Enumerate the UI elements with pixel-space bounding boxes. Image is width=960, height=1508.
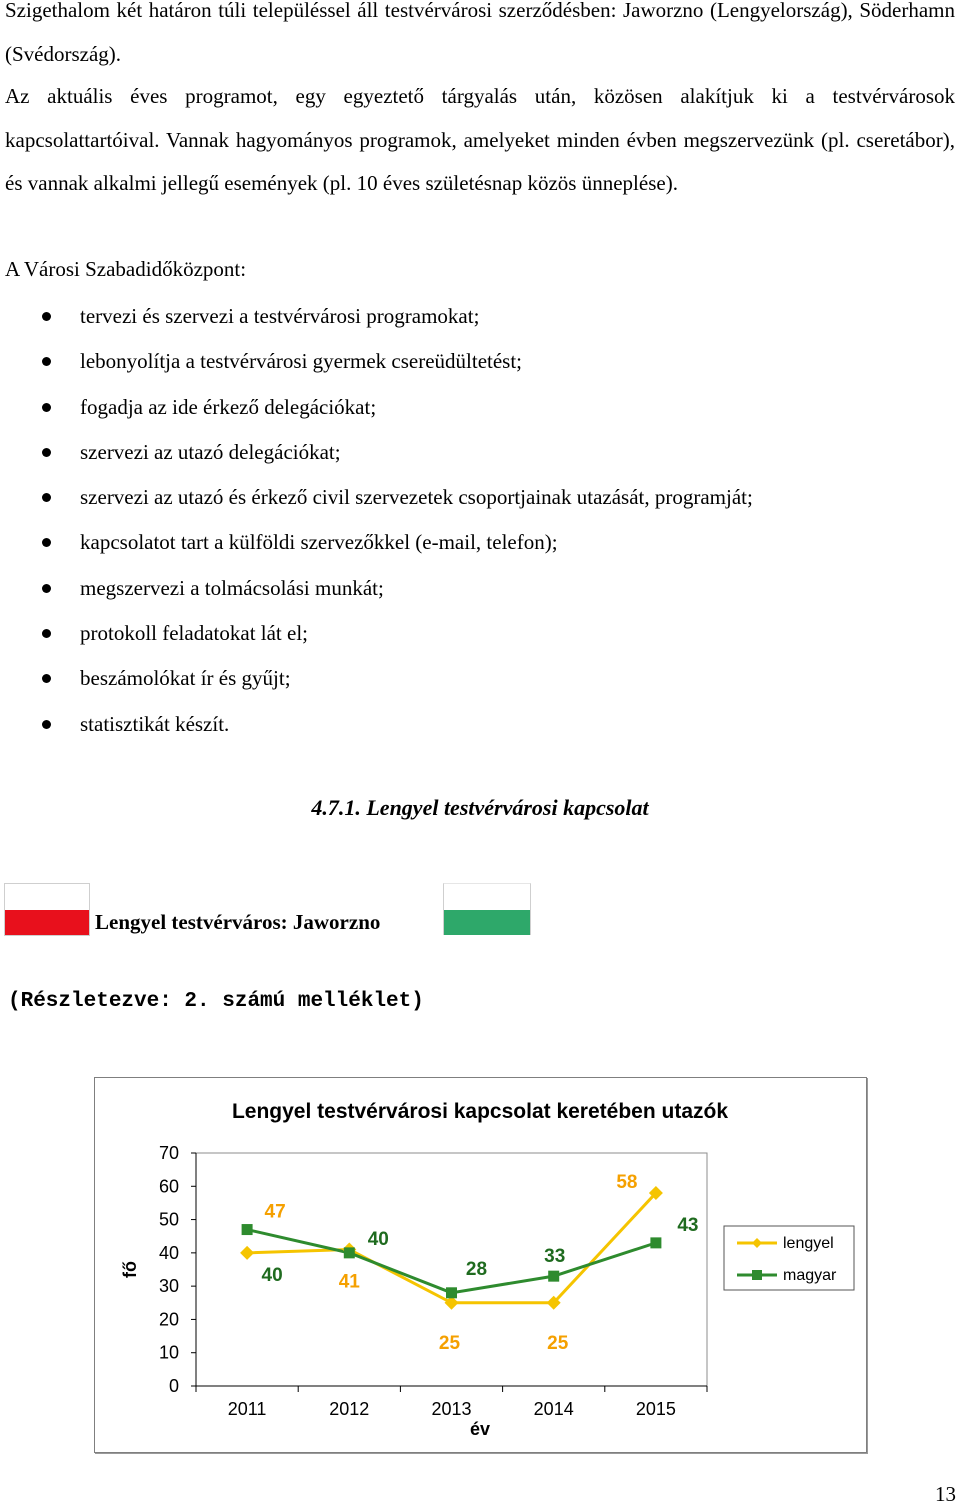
x-tick-label: 2013	[431, 1399, 472, 1419]
task-list	[0, 294, 753, 747]
intro-text-2: Az aktuális éves programot, egy egyeztető tárgyalás után, közösen alakítjuk ki a testvérvárosok kapcsolattartóival. Vannak hagyományos programok, amelyeket minden évben megszervezünk (pl. cseretábor), és vannak alkalmi jellegű események (pl. 10 éves születésnap közös ünneplése).	[5, 84, 955, 195]
city-title: Lengyel testvérváros: Jaworzno	[95, 910, 381, 934]
x-tick-label: 2012	[329, 1399, 370, 1419]
list-item	[0, 656, 753, 701]
data-label: 28	[465, 1258, 488, 1280]
y-tick-label: 10	[158, 1342, 179, 1363]
intro-text-1: Szigethalom két határon túli településsel áll testvérvárosi szerződésben: Jaworzno (Lengyelország), Söderhamn (Svédország).	[5, 0, 955, 66]
data-label: 41	[338, 1271, 360, 1293]
legend-label-lengyel: lengyel	[783, 1235, 834, 1252]
bullet-icon	[42, 357, 51, 366]
list-item	[0, 475, 753, 520]
x-tick-label: 2015	[635, 1399, 676, 1419]
legend-label-magyar: magyar	[783, 1267, 837, 1284]
data-label: 33	[544, 1246, 566, 1268]
intro-paragraph-2	[5, 75, 955, 206]
data-point-magyar	[446, 1287, 457, 1298]
list-item	[0, 520, 753, 565]
list-item	[0, 702, 753, 747]
chart-title: Lengyel testvérvárosi kapcsolat keretében utazók	[231, 1100, 729, 1123]
y-tick-label: 60	[158, 1176, 179, 1197]
x-axis-title: év	[469, 1419, 491, 1439]
data-label: 40	[261, 1264, 283, 1286]
bullet-icon	[42, 584, 51, 593]
list-item	[0, 294, 753, 339]
hungarian-flag-icon	[443, 883, 531, 935]
detail-note: (Részletezve: 2. számú melléklet)	[8, 990, 424, 1013]
data-label: 25	[547, 1332, 569, 1354]
polish-flag-icon	[4, 883, 90, 936]
list-item-text: lebonyolítja a testvérvárosi gyermek csereüdültetést;	[80, 349, 523, 374]
bullet-icon	[42, 403, 51, 412]
list-item-text: beszámolókat ír és gyűjt;	[80, 666, 291, 691]
list-item	[0, 339, 753, 384]
y-tick-label: 50	[158, 1209, 179, 1230]
bullet-icon	[42, 720, 51, 729]
data-point-magyar	[344, 1247, 355, 1258]
y-tick-label: 30	[158, 1276, 179, 1297]
y-tick-label: 20	[158, 1309, 179, 1330]
y-tick-label: 70	[158, 1143, 179, 1163]
bullet-icon	[42, 629, 51, 638]
data-point-magyar	[650, 1237, 661, 1248]
list-item-text: protokoll feladatokat lát el;	[80, 621, 309, 646]
data-label: 58	[616, 1171, 638, 1193]
chart-svg	[95, 1078, 866, 1452]
section-title: 4.7.1. Lengyel testvérvárosi kapcsolat	[311, 795, 649, 820]
bullet-icon	[42, 312, 51, 321]
legend-marker-magyar	[752, 1270, 762, 1280]
list-item	[0, 566, 753, 611]
data-label: 43	[677, 1214, 699, 1236]
center-heading: A Városi Szabadidőközpont:	[5, 257, 247, 281]
list-item-text: tervezi és szervezi a testvérvárosi programokat;	[80, 304, 480, 328]
data-label: 40	[367, 1228, 389, 1250]
data-point-magyar	[548, 1271, 559, 1282]
y-tick-label: 0	[168, 1376, 179, 1396]
data-point-magyar	[242, 1224, 253, 1235]
chart	[94, 1077, 867, 1453]
y-tick-label: 40	[158, 1242, 179, 1263]
list-item-text: megszervezi a tolmácsolási munkát;	[80, 575, 384, 600]
data-label: 25	[438, 1332, 461, 1354]
list-item-text: szervezi az utazó delegációkat;	[80, 439, 341, 464]
x-tick-label: 2014	[533, 1399, 574, 1419]
bullet-icon	[42, 448, 51, 457]
list-item-text: kapcsolatot tart a külföldi szervezőkkel (e-mail, telefon);	[80, 530, 558, 555]
list-item-text: statisztikát készít.	[80, 711, 230, 736]
bullet-icon	[42, 493, 51, 502]
x-tick-label: 2011	[227, 1399, 267, 1419]
page-number: 13	[935, 1482, 956, 1506]
list-item-text: szervezi az utazó és érkező civil szervezetek csoportjainak utazását, programját;	[80, 485, 753, 510]
list-item	[0, 385, 753, 430]
intro-paragraph-1	[5, 0, 955, 76]
bullet-icon	[42, 674, 51, 683]
list-item	[0, 611, 753, 656]
bullet-icon	[42, 538, 51, 547]
y-axis-title: fő	[120, 1261, 140, 1278]
data-label: 47	[264, 1201, 286, 1223]
list-item-text: fogadja az ide érkező delegációkat;	[80, 394, 377, 419]
list-item	[0, 430, 753, 475]
